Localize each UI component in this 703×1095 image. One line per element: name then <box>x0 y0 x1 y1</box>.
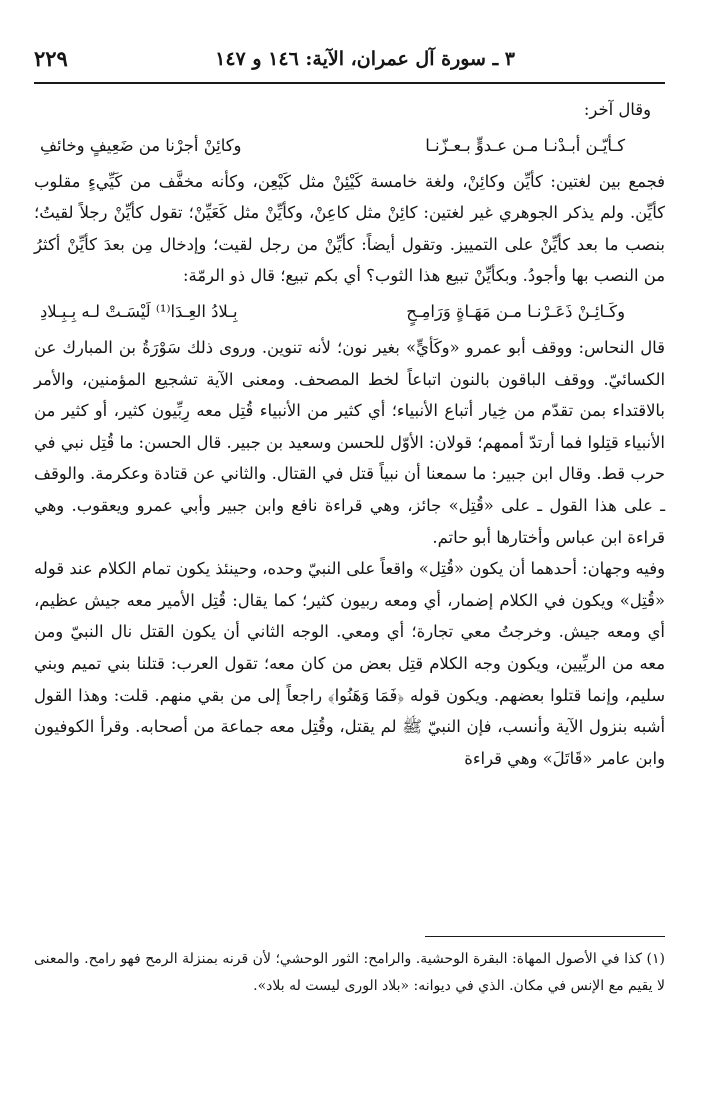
paragraph-2: قال النحاس: ووقف أبو عمرو «وكَأيٍّ» بغير نون؛ لأنه تنوين. وروى ذلك سَوْرَةُ بن المبارك عن الكسائيّ. ووقف الباقون بالنون اتباعاً لخط المصحف. ومعنى الآية تشجيع المؤمنين، والأمر بالاقتداء بمن تقدّم من خِيار أتباع الأنبياء؛ أي كثير من الأنبياء قُتِل معه رِبِّيون كثير، أو كثير من الأنبياء قتِلوا فما أرتدّ أممهم؛ قولان: الأوّل للحسن وسعيد بن جبير. قال الحسن: ما قُتِل نبي في حرب قط. وقال ابن جبير: ما سمعنا أن نبياً قتل في القتال. والثاني عن قتادة وعكرمة. والوقف ـ على هذا القول ـ على «قُتِل» جائز، وهي قراءة نافع وابن جبير وأبي عمرو ويعقوب. وهي قراءة ابن عباس وأختارها أبو حاتم. <box>34 337 665 547</box>
verse-2-first-hemistich: وكَـائِـنْ ذَعَـرْنـا مـن مَهَـاةٍ وَرَامِـحٍ <box>406 301 625 321</box>
footnote-divider <box>425 936 665 937</box>
footnote-text: (١) كذا في الأصول المهاة: البقرة الوحشية. والرامح: الثور الوحشي؛ لأن قرنه بمنزلة الرمح فهو رامح. والمعنى لا يقيم مع الإنس في مكان. الذي في ديوانه: «بلاد الورى ليست له بلاد». <box>34 951 665 994</box>
page-number: ٢٢٩ <box>34 46 68 71</box>
verse-1-second-hemistich: وكائِنْ أجرْنا من ضَعِيفٍ وخائفِ <box>40 135 242 155</box>
verse-1-first-hemistich: كـأيّـن أبـدْنـا مـن عـدوٍّ بـعـزّنـا <box>425 135 625 155</box>
verse-1 <box>34 126 665 166</box>
verse-2 <box>34 292 665 332</box>
footnote <box>34 946 665 1000</box>
page-header <box>34 42 665 84</box>
paragraph-3: وفيه وجهان: أحدهما أن يكون «قُتِل» واقعاً على النبيّ وحده، وحينئذ يكون تمام الكلام عند قوله «قُتِل» ويكون في الكلام إضمار، أي ومعه ربيون كثير؛ كما يقال: قُتِل الأمير معه جيش عظيم، أي ومعه جيش. وخرجتُ معي تجارة؛ أي ومعي. الوجه الثاني أن يكون القتل نال النبيّ ومن معه من الربِّيين، ويكون وجه الكلام قتِل بعض من كان معه؛ تقول العرب: قتلنا بني تميم وبني سليم، وإنما قتلوا بعضهم. ويكون قوله ﴿فَمَا وَهَنُوا﴾ راجعاً إلى من بقي منهم. قلت: وهذا القول أشبه بنزول الآية وأنسب، فإن النبيّ ﷺ لم يقتل، وقُتِل معه جماعة من أصحابه. وقرأ الكوفيون وابن عامر «قَاتَلَ» وهي قراءة <box>34 559 665 768</box>
intro-line: وقال آخر: <box>583 100 651 119</box>
running-title: ٣ ـ سورة آل عمران، الآية: ١٤٦ و ١٤٧ <box>215 48 515 70</box>
paragraph-1: فجمع بين لغتين: كأيِّن وكائِنْ، ولغة خامسة كَيْئِنْ مثل كَيْعِن، وكأنه مخفَّف من كَيِّيءٍ مقلوب كأيِّن. ولم يذكر الجوهري غير لغتين: كائِنْ مثل كاعِنْ، وكأيِّنْ مثل كَعَيِّنْ؛ تقول كأيِّنْ رجلاً لقيتُ؛ بنصب ما بعد كأيِّنْ على التمييز. وتقول أيضاً: كأيِّنْ من رجل لقيت؛ وإدخال مِن بعدَ كأيِّنْ أكثرُ من النصب بها وأجودُ. وبكأيِّنْ تبيع هذا الثوب؟ أي بكم تبيع؛ قال ذو الرمّة: <box>34 171 665 286</box>
main-text <box>34 94 665 774</box>
verse-2-second-hemistich: بِـلادُ العِـدَا⁽¹⁾ لَيْسَـتْ لـه بِـبِـلادِ <box>40 301 238 321</box>
